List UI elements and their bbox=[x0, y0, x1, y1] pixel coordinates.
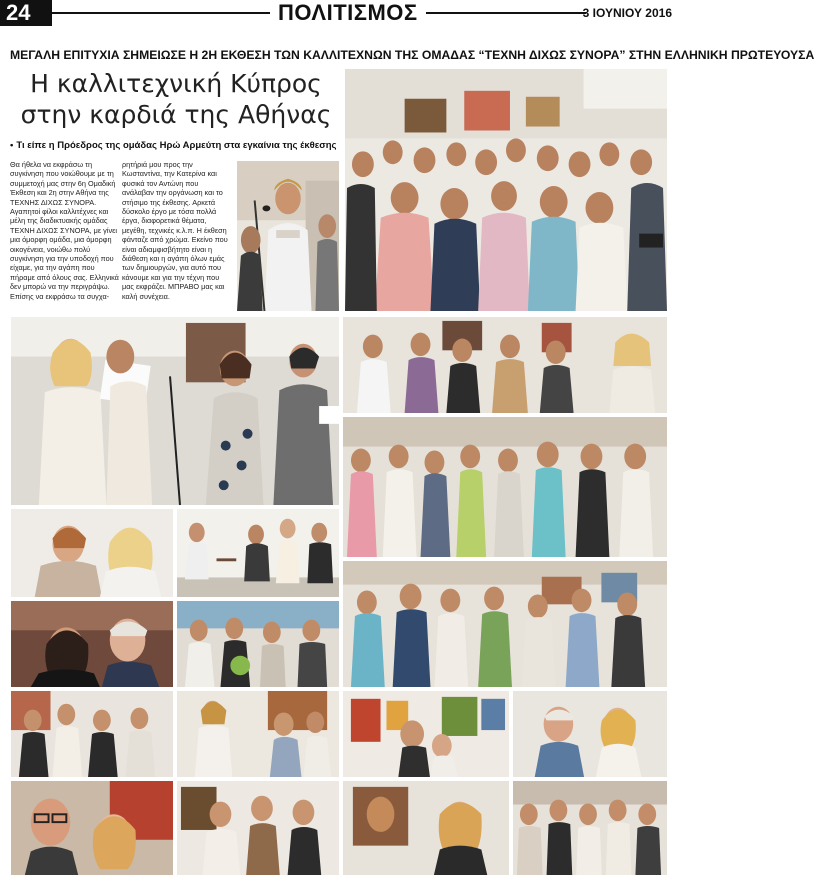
photo-speakers-podium bbox=[10, 316, 340, 506]
column-1-text: Θα ήθελα να εκφράσω τη συγκίνηση που νοιώθουμε με τη συμμετοχή μας στην 6η Ομαδική Έκθεση και 2η στην Αθήνα της ΤΕΧΝΗΣ ΔΙΧΩΣ ΣΥΝΟΡΑ. Αγαπητοί φίλοι καλλιτέχνες και μέλη της διαδικτυακής ομάδας ΤΕΧΝΗ ΔΙΧΩΣ ΣΥΝΟΡΑ, με γίνει μια όμορφη ομάδα, μια όμορφη οικογένεια, νοιώθω πολύ συγκίνηση για την υποδοχή που είχαμε, για την αγάπη που πήραμε από όλους σας. Ελληνικά δεν μπορώ να την περιγράψω. Επίσης να εκφράσω τα συγχα- bbox=[10, 160, 119, 301]
subhead-bullet: • bbox=[10, 140, 14, 151]
photo-artists-group-1 bbox=[342, 316, 668, 414]
article-column-2 bbox=[122, 160, 232, 320]
headline-line-1: Η καλλιτεχνική Κύπρος bbox=[30, 69, 322, 98]
photo-artwork-display bbox=[342, 690, 510, 778]
page-header bbox=[0, 0, 686, 26]
photo-artists-group-2 bbox=[342, 416, 668, 558]
photo-visitors-by-paintings bbox=[342, 560, 668, 688]
photo-two-women-smiling bbox=[10, 508, 174, 598]
page-number: 24 bbox=[0, 0, 52, 26]
photo-man-and-woman bbox=[512, 690, 668, 778]
subhead-text: Τι είπε η Πρόεδρος της ομάδας Ηρώ Αρμεύτη στα εγκαίνια της έκθεσης bbox=[16, 140, 337, 151]
article-headline bbox=[10, 68, 342, 130]
photo-visitors-with-flowers bbox=[176, 600, 340, 688]
photo-group-of-women bbox=[10, 690, 174, 778]
article-column-1 bbox=[10, 160, 120, 320]
photo-women-in-gallery bbox=[176, 690, 340, 778]
photo-group-of-five bbox=[512, 780, 668, 876]
photo-couple-closeup bbox=[10, 600, 174, 688]
photo-speaker-microphone bbox=[236, 160, 340, 312]
photo-woman-with-painting bbox=[342, 780, 510, 876]
photo-women-by-painting bbox=[176, 780, 340, 876]
photo-group-gallery-crowd bbox=[344, 68, 668, 312]
issue-date: 3 ΙΟΥΝΙΟΥ 2016 bbox=[582, 6, 672, 20]
headline-line-2: στην καρδιά της Αθήνας bbox=[20, 100, 332, 129]
article-subhead bbox=[10, 140, 342, 152]
section-title: ΠΟΛΙΤΙΣΜΟΣ bbox=[270, 0, 426, 26]
article-kicker: ΜΕΓΑΛΗ ΕΠΙΤΥΧΙΑ ΣΗΜΕΙΩΣΕ Η 2Η ΕΚΘΕΣΗ ΤΩΝ ΚΑΛΛΙΤΕΧΝΩΝ ΤΗΣ ΟΜΑΔΑΣ “ΤΕΧΝΗ ΔΙΧΩΣ ΣΥΝΟΡΑ” ΣΤΗΝ ΕΛΛΗΝΙΚΗ ΠΡΩΤΕΥΟΥΣΑ bbox=[10, 48, 814, 62]
photo-man-with-glasses bbox=[10, 780, 174, 876]
photo-seated-visitors bbox=[176, 508, 340, 598]
column-2-text: ρητήριά μου προς την Κωσταντίνα, την Κατερίνα και φυσικά τον Αντώνη που ανάλαβαν την οργάνωση και το στήσιμο της έκθεσης. Αρκετά δύσκολο έργο με τόσα πολλά έργα, διαφορετικά θέματα, μεγέθη, τεχνικές κ.λ.π. Η έκθεση φάνταζε από χρώμα. Εκείνο που είναι αδιαμφισβήτητο είναι η διάθεση και η αγάπη όλων εμάς των δημιουργών, για αυτό που κάνουμε και για την τέχνη που μας εκφράζει. ΜΠΡΑΒΟ μας και καλή συνέχεια. bbox=[122, 160, 228, 301]
